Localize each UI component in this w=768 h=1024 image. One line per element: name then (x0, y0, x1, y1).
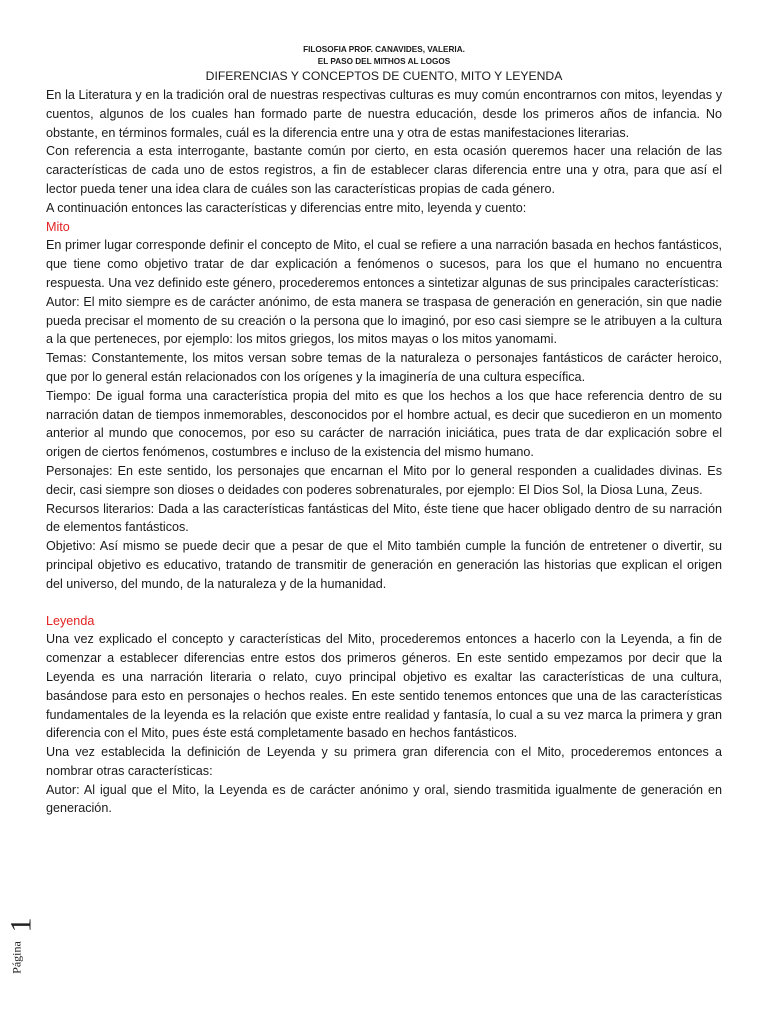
intro-paragraph: Con referencia a esta interrogante, bastante común por cierto, en esta ocasión queremos hacer una relación de las características de cada uno de estos registros, a fin de establecer claras diferencia entre una y otra, para que así el lector pueda tener una idea clara de cuáles son las características propias de cada género. (46, 144, 722, 196)
page-footer (4, 910, 44, 1010)
page-number: 1 (4, 917, 38, 933)
mito-paragraph: En primer lugar corresponde definir el concepto de Mito, el cual se refiere a una narración basada en hechos fantásticos, que tiene como objetivo tratar de dar explicación a fenómenos o sucesos, para los que el humano no encuentra respuesta. Una vez definido este género, procederemos entonces a sintetizar algunas de sus principales características: (46, 238, 722, 290)
leyenda-paragraph: Una vez establecida la definición de Leyenda y su primera gran diferencia con el Mito, procederemos entonces a nombrar otras características: (46, 745, 722, 778)
document-title: DIFERENCIAS Y CONCEPTOS DE CUENTO, MITO Y LEYENDA (205, 69, 563, 83)
page-label: Página (9, 941, 24, 974)
course-header: FILOSOFIA PROF. CANAVIDES, VALERIA. (303, 45, 465, 54)
mito-paragraph: Tiempo: De igual forma una característica propia del mito es que los hechos a los que hace referencia dentro de su narración datan de tiempos inmemorables, desconocidos por el hombre actual, es decir que sucedieron en un momento anterior al mundo que conocemos, por eso su carácter de narración iniciática, pues trata de dar explicación sobre el origen de ciertos fenómenos, costumbres e incluso de la existencia del mismo humano. (46, 388, 722, 460)
mito-paragraph: Recursos literarios: Dada a las características fantásticas del Mito, éste tiene que hacer obligado dentro de su narración de elementos fantásticos. (46, 501, 722, 535)
section-spacer (46, 594, 722, 612)
mito-paragraph: Temas: Constantemente, los mitos versan sobre temas de la naturaleza o personajes fantásticos de carácter heroico, que por lo general están relacionados con los orígenes y la imaginería de una cultura específica. (46, 351, 722, 384)
mito-paragraph: Autor: El mito siempre es de carácter anónimo, de esta manera se traspasa de generación en generación, sin que nadie pueda precisar el momento de su creación o la persona que lo imaginó, por eso casi siempre se le atribuyen a la cultura a la que perteneces, por ejemplo: los mitos griegos, los mitos mayas o los mitos yanomami. (46, 294, 722, 347)
intro-paragraph: En la Literatura y en la tradición oral de nuestras respectivas culturas es muy común encontrarnos con mitos, leyendas y cuentos, algunos de los cuales han formado parte de nuestra educación, desde los primeros años de infancia. No obstante, en términos formales, cuál es la diferencia entre una y otra de estas manifestaciones literarias. (46, 88, 722, 140)
document-page (46, 44, 722, 818)
section-heading-mito: Mito (46, 219, 70, 234)
mito-paragraph: Personajes: En este sentido, los personajes que encarnan el Mito por lo general responden a cualidades divinas. Es decir, casi siempre son dioses o deidades con poderes sobrenaturales, por ejemplo: El Dios Sol, la Diosa Luna, Zeus. (46, 463, 722, 497)
leyenda-paragraph: Una vez explicado el concepto y características del Mito, procederemos entonces a hacerlo con la Leyenda, a fin de comenzar a establecer diferencias entre estos dos primeros géneros. En este sentido empezamos por decir que la Leyenda es una narración literaria o relato, cuyo principal objetivo es exaltar las características de una cultura, basándose para esto en personajes o hechos reales. En este sentido tenemos entonces que una de las características fundamentales de la leyenda es la relación que existe entre realidad y fantasía, lo cual a su vez marca la primera y gran diferencia con el Mito, pues éste está completamente basado en hechos fantásticos. (46, 632, 722, 741)
leyenda-paragraph: Autor: Al igual que el Mito, la Leyenda es de carácter anónimo y oral, siendo trasmitida igualmente de generación en generación. (46, 782, 722, 816)
mito-paragraph: Objetivo: Así mismo se puede decir que a pesar de que el Mito también cumple la función de entretener o divertir, su principal objetivo es educativo, tratando de transmitir de generación en generación las historias que explican el origen del universo, del mundo, de la naturaleza y de la humanidad. (46, 539, 722, 591)
section-heading-leyenda: Leyenda (46, 613, 95, 628)
intro-paragraph: A continuación entonces las características y diferencias entre mito, leyenda y cuento: (46, 200, 527, 215)
unit-header: EL PASO DEL MITHOS AL LOGOS (317, 57, 451, 66)
